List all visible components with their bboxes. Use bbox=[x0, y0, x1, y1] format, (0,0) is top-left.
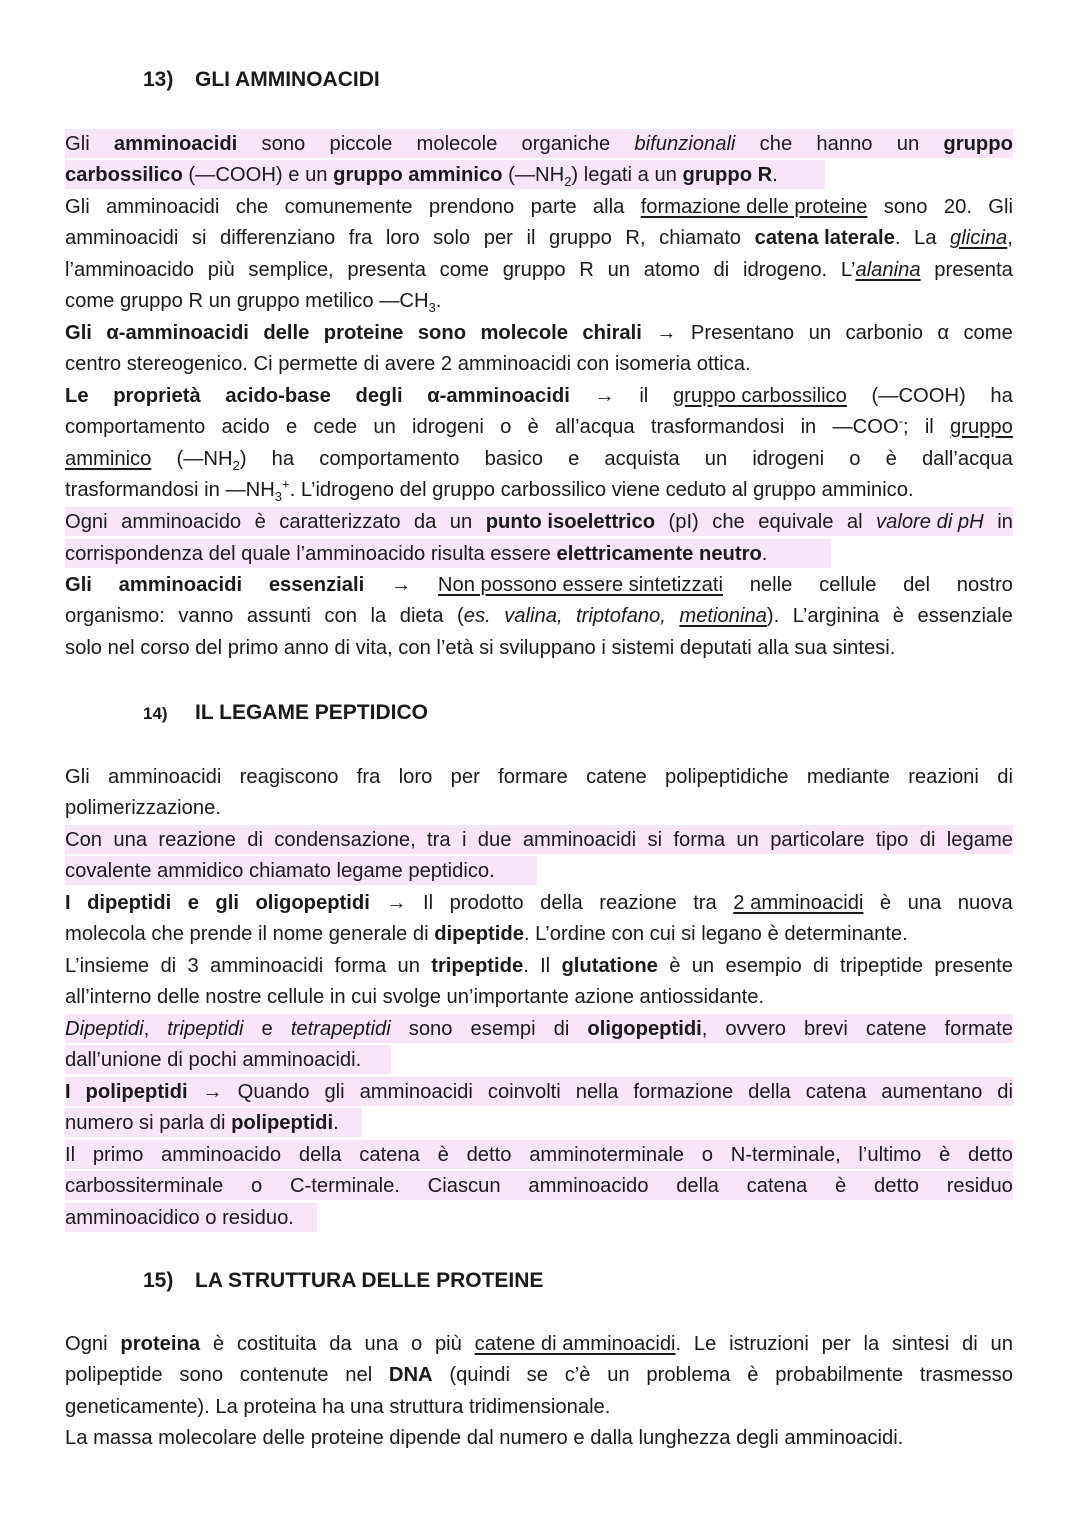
text-line: Ogni amminoacido è caratterizzato da un punto isoelettrico (pI) che equivale al valore di pH in bbox=[65, 511, 1013, 533]
section-number: 15) bbox=[143, 1269, 174, 1292]
text-line: corrispondenza del quale l’amminoacido risulta essere elettricamente neutro. bbox=[65, 543, 768, 565]
text-line: La massa molecolare delle proteine dipende dal numero e dalla lunghezza degli amminoacidi. bbox=[65, 1427, 904, 1449]
text-line: Con una reazione di condensazione, tra i due amminoacidi si forma un particolare tipo di legame bbox=[65, 829, 1013, 851]
text-line: centro stereogenico. Ci permette di avere 2 amminoacidi con isomeria ottica. bbox=[65, 353, 751, 375]
text-line: Le proprietà acido-base degli α-amminoacidi → il gruppo carbossilico (—COOH) ha bbox=[65, 385, 1013, 407]
text-line: trasformandosi in $—NH_3^+$. L’idrogeno del gruppo carbossilico viene ceduto al gruppo amminico. bbox=[65, 476, 914, 505]
text-line: organismo: vanno assunti con la dieta (es. valina, triptofano, metionina). L’arginina è essenziale bbox=[65, 605, 1013, 627]
section-title: GLI AMMINOACIDI bbox=[195, 68, 380, 91]
text-line: molecola che prende il nome generale di dipeptide. L’ordine con cui si legano è determinante. bbox=[65, 923, 908, 945]
text-line: L’insieme di 3 amminoacidi forma un tripeptide. Il glutatione è un esempio di tripeptide presente bbox=[65, 955, 1013, 977]
text-line: numero si parla di polipeptidi. bbox=[65, 1112, 339, 1134]
text-line: amminoacidi si differenziano fra loro solo per il gruppo R, chiamato catena laterale. La glicina, bbox=[65, 227, 1013, 249]
text-line: geneticamente). La proteina ha una struttura tridimensionale. bbox=[65, 1396, 611, 1418]
text-line: l’amminoacido più semplice, presenta come gruppo R un atomo di idrogeno. L’alanina presenta bbox=[65, 259, 1013, 281]
text-line: polimerizzazione. bbox=[65, 797, 221, 819]
section-heading bbox=[143, 1269, 543, 1293]
text-line: Gli amminoacidi che comunemente prendono parte alla formazione delle proteine sono 20. Gli bbox=[65, 196, 1013, 218]
text-line: Gli α-amminoacidi delle proteine sono molecole chirali → Presentano un carbonio α come bbox=[65, 322, 1013, 344]
text-line: carbossilico (—COOH) e un gruppo amminico $(—NH_2)$ legati a un gruppo R. bbox=[65, 164, 778, 190]
text-line: come gruppo R un gruppo metilico $—CH_3$. bbox=[65, 290, 442, 316]
text-line: carbossiterminale o C-terminale. Ciascun amminoacido della catena è detto residuo bbox=[65, 1175, 1013, 1197]
section-heading bbox=[143, 68, 380, 92]
text-line: Dipeptidi, tripeptidi e tetrapeptidi sono esempi di oligopeptidi, ovvero brevi catene formate bbox=[65, 1018, 1013, 1040]
text-line: amminoacidico o residuo. bbox=[65, 1207, 294, 1229]
text-line: polipeptide sono contenute nel DNA (quindi se c’è un problema è probabilmente trasmesso bbox=[65, 1364, 1013, 1386]
section-title: IL LEGAME PEPTIDICO bbox=[195, 701, 428, 724]
text-line: I polipeptidi → Quando gli amminoacidi coinvolti nella formazione della catena aumentano di bbox=[65, 1081, 1013, 1103]
section-number: 14) bbox=[143, 704, 168, 723]
section-heading bbox=[143, 701, 428, 725]
text-line: solo nel corso del primo anno di vita, con l’età si sviluppano i sistemi deputati alla sua sintesi. bbox=[65, 637, 896, 659]
text-line: Gli amminoacidi reagiscono fra loro per formare catene polipeptidiche mediante reazioni di bbox=[65, 766, 1013, 788]
text-line: amminico $(—NH_2)$ ha comportamento basico e acquista un idrogeni o è dall’acqua bbox=[65, 448, 1013, 474]
text-line: dall’unione di pochi amminoacidi. bbox=[65, 1049, 362, 1071]
text-line: all’interno delle nostre cellule in cui svolge un’importante azione antiossidante. bbox=[65, 986, 765, 1008]
text-line: comportamento acido e cede un idrogeni o è all’acqua trasformandosi in —COO-; il gruppo bbox=[65, 413, 1013, 438]
text-line: covalente ammidico chiamato legame peptidico. bbox=[65, 860, 495, 882]
text-line: Gli amminoacidi essenziali → Non possono essere sintetizzati nelle cellule del nostro bbox=[65, 574, 1013, 596]
section-title: LA STRUTTURA DELLE PROTEINE bbox=[195, 1269, 544, 1292]
section-number: 13) bbox=[143, 68, 174, 91]
text-line: I dipeptidi e gli oligopeptidi → Il prodotto della reazione tra 2 amminoacidi è una nuova bbox=[65, 892, 1013, 914]
text-line: Gli amminoacidi sono piccole molecole organiche bifunzionali che hanno un gruppo bbox=[65, 133, 1013, 155]
text-line: Il primo amminoacido della catena è detto amminoterminale o N-terminale, l’ultimo è detto bbox=[65, 1144, 1013, 1166]
text-line: Ogni proteina è costituita da una o più catene di amminoacidi. Le istruzioni per la sintesi di un bbox=[65, 1333, 1013, 1355]
